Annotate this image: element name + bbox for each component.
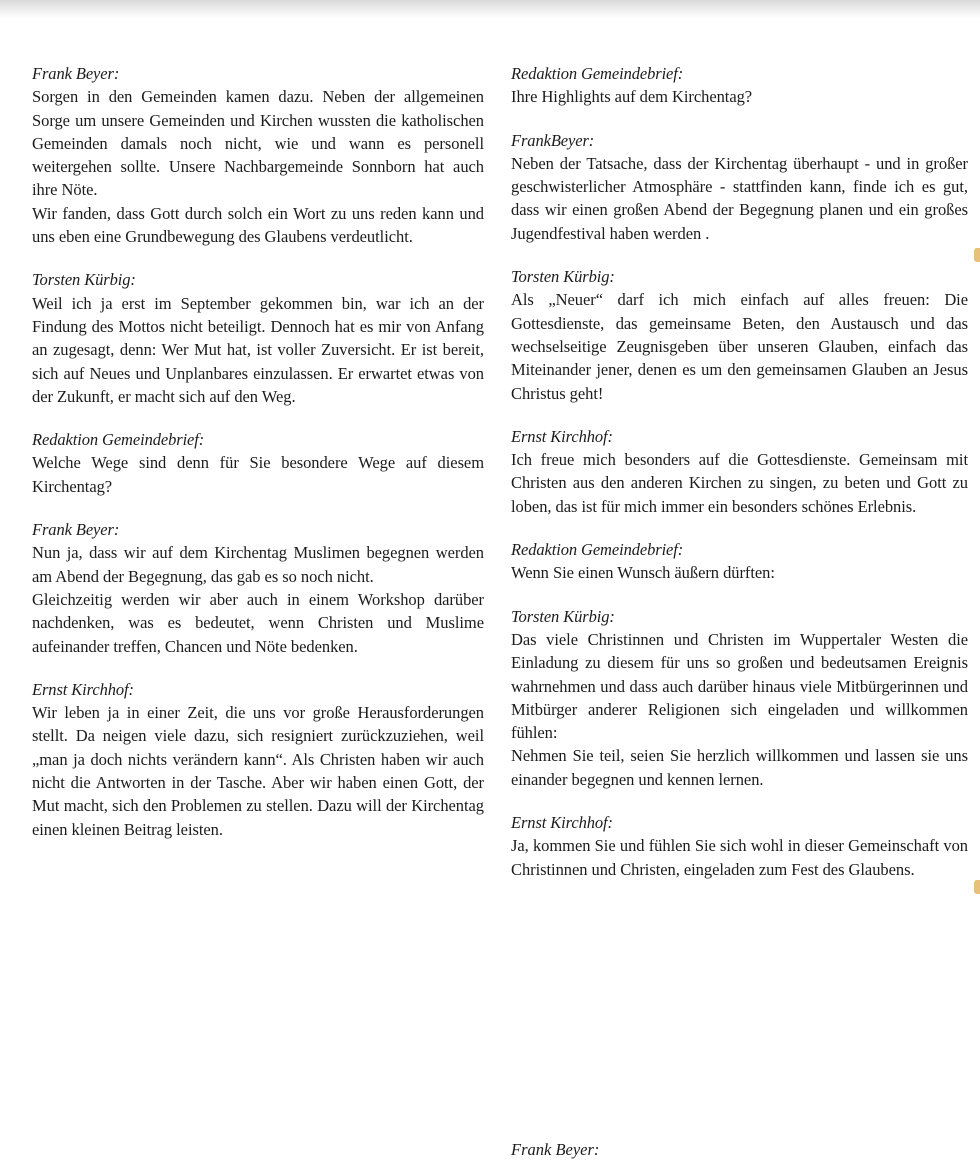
answer-paragraph: Wir fanden, dass Gott durch solch ein Wort zu uns reden kann und uns eben eine Grundbewegung des Glaubens verdeutlicht. (32, 203, 484, 247)
interview-block (511, 811, 968, 881)
speaker-name: Redaktion Gemeindebrief: (511, 540, 684, 560)
speaker-name: Frank Beyer: (32, 64, 120, 83)
speaker-name: Ernst Kirchhof: (511, 813, 613, 833)
answer-paragraph: Weil ich ja erst im September gekommen bin, war ich an der Findung des Mottos nicht beteiligt. Dennoch hat es mir von Anfang an zugesagt, denn: Wer Mut hat, ist voller Zuversicht. Er ist bereit, sich auf Neues und Unplanbares einzulassen. Er erwartet etwas von der Zukunft, er macht sich auf den Weg. (32, 293, 484, 406)
interview-block (511, 425, 968, 518)
question-paragraph: Ihre Highlights auf dem Kirchentag? (511, 87, 753, 107)
speaker-name: Redaktion Gemeindebrief: (511, 64, 684, 83)
interview-block (32, 62, 484, 248)
page-edge-marker (974, 880, 980, 894)
speaker-name: Torsten Kürbig: (32, 270, 136, 290)
answer-paragraph: Ja, kommen Sie und fühlen Sie sich wohl in dieser Gemeinschaft von Christinnen und Christen, eingeladen zum Fest des Glaubens. (511, 836, 968, 879)
interview-block (32, 268, 484, 408)
left-column (32, 62, 484, 861)
speaker-name: Torsten Kürbig: (511, 267, 615, 287)
answer-paragraph: Als „Neuer“ darf ich mich einfach auf alles freuen: Die Gottesdienste, das gemeinsame Beten, den Austausch und das wechselseitige Zeugnisgeben über unseren Glauben, einfach das Miteinander jener, denen es um den gemeinsamen Glauben an Jesus Christus geht! (511, 290, 968, 403)
interview-block (511, 129, 968, 245)
answer-paragraph: Ich freue mich besonders auf die Gottesdienste. Gemeinsam mit Christen aus den anderen Kirchen zu singen, zu beten und Gott zu loben, das ist für mich immer ein besonders schönes Erlebnis. (511, 450, 968, 516)
page-top-shadow (0, 0, 980, 18)
answer-paragraph: Wir leben ja in einer Zeit, die uns vor große Herausforderungen stellt. Da neigen viele dazu, sich resigniert zurückzuziehen, weil „man ja doch nichts verändern kann“. Als Christen haben wir auch nicht die Antworten in der Tasche. Aber wir haben einen Gott, der Mut macht, sich den Problemen zu stellen. Dazu will der Kirchentag einen kleinen Beitrag leisten. (32, 703, 484, 839)
speaker-name: Frank Beyer: (32, 520, 120, 540)
question-paragraph: Wenn Sie einen Wunsch äußern dürften: (511, 563, 775, 583)
speaker-name: Torsten Kürbig: (511, 606, 615, 626)
answer-paragraph: Sorgen in den Gemeinden kamen dazu. Neben der allgemeinen Sorge um unsere Gemeinden und Kirchen wussten die katholischen Gemeinden damals noch nicht, wie und wann es personell weitergehen sollte. Unsere Nachbargemeinde Sonnborn hat auch ihre Nöte. (32, 87, 484, 200)
answer-paragraph: Gleichzeitig werden wir aber auch in einem Workshop darüber nachdenken, was es bedeutet, wenn Christen und Muslime aufeinander treffen, Chancen und Nöte bedenken. (32, 589, 484, 656)
interview-block (511, 62, 968, 109)
speaker-name: FrankBeyer: (511, 130, 595, 150)
interview-block (511, 605, 968, 791)
answer-paragraph: Nun ja, dass wir auf dem Kirchentag Muslimen begegnen werden am Abend der Begegnung, das gab es so noch nicht. (32, 543, 484, 586)
answer-paragraph: Das viele Christinnen und Christen im Wuppertaler Westen die Einladung zu diesem für uns so großen und bedeutsamen Ereignis wahrnehmen und dass auch darüber hinaus viele Mitbürgerinnen und Mitbürger anderer Religionen sich eingeladen und willkommen fühlen: (511, 629, 968, 743)
interview-block (511, 265, 968, 405)
interview-block (32, 518, 484, 658)
interview-block (32, 428, 484, 498)
speaker-name: Redaktion Gemeindebrief: (32, 430, 205, 450)
interview-block (32, 678, 484, 841)
speaker-name: Ernst Kirchhof: (511, 426, 613, 446)
interview-block (511, 538, 968, 585)
right-column (511, 62, 968, 901)
page-edge-marker (974, 248, 980, 262)
answer-paragraph: Nehmen Sie teil, seien Sie herzlich willkommen und lassen sie uns einander begegnen und kennen lernen. (511, 746, 968, 789)
cut-off-speaker-name: Frank Beyer: (511, 1140, 600, 1159)
question-paragraph: Welche Wege sind denn für Sie besondere Wege auf diesem Kirchentag? (32, 453, 484, 496)
answer-paragraph: Neben der Tatsache, dass der Kirchentag überhaupt - und in großer geschwisterlicher Atmosphäre - stattfinden kann, finde ich es gut, dass wir einen großen Abend der Begegnung planen und ein großes Jugendfestival haben werden . (511, 153, 968, 243)
speaker-name: Ernst Kirchhof: (32, 679, 134, 699)
